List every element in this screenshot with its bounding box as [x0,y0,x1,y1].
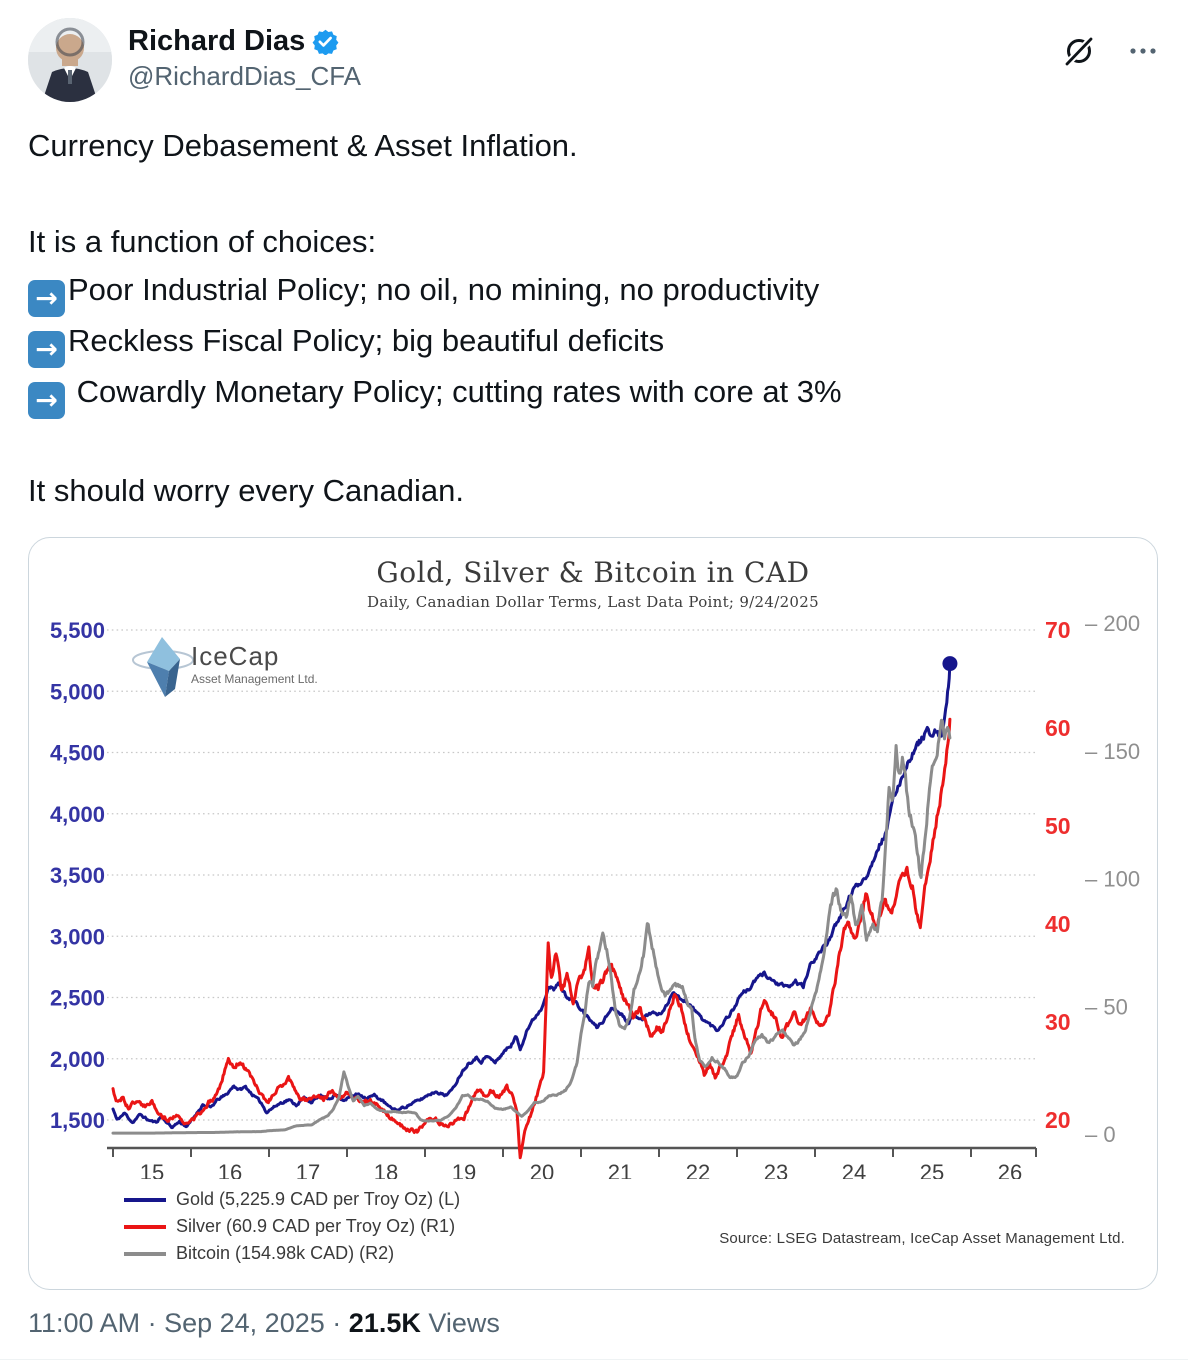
more-ellipsis-icon[interactable] [1126,34,1160,68]
y-left-tick-label: 1,500 [49,1108,105,1133]
tweet-line [28,467,1160,515]
x-axis-tick-label: 20 [529,1160,555,1179]
chart-source: Source: LSEG Datastream, IceCap Asset Management Ltd. [719,1230,1125,1247]
y-right2-tick-label: – 50 [1085,994,1128,1020]
x-axis-tick-label: 24 [841,1160,867,1179]
avatar[interactable] [28,18,112,102]
icecap-logo-sub: Asset Management Ltd. [191,672,318,686]
legend-label: Bitcoin (154.98k CAD) (R2) [176,1243,395,1263]
right-arrow-emoji-icon: → [28,280,65,317]
y-right1-tick-label: 40 [1045,911,1071,937]
tweet-line [28,368,1160,419]
chart-title: Gold, Silver & Bitcoin in CAD [376,556,810,589]
y-right2-tick-label: – 200 [1085,613,1141,636]
separator-1: · [147,1308,157,1338]
x-axis-tick-label: 26 [997,1160,1023,1179]
tweet-line-text: Cowardly Monetary Policy; cutting rates with core at 3% [68,374,842,409]
chart-plot-svg [29,613,1157,1179]
x-axis-tick-label: 17 [295,1160,321,1179]
y-left-tick-label: 2,000 [49,1046,105,1072]
series-line-gold [113,664,950,1128]
tweet-line-text: Currency Debasement & Asset Inflation. [28,128,578,163]
tweet-text [0,102,1188,521]
y-left-tick-label: 3,500 [49,863,105,888]
right-arrow-emoji-icon: → [28,382,65,419]
x-axis-tick-label: 19 [451,1160,477,1179]
y-right2-tick-label: – 100 [1085,866,1141,892]
tweet-line [28,218,1160,266]
tweet-blank-line [28,419,1160,467]
header-actions [1062,18,1160,68]
right-arrow-emoji-icon: → [28,331,65,368]
author-block[interactable] [128,18,1062,94]
series-line-silver [113,719,950,1157]
legend-row [124,1240,460,1267]
legend-swatch-silver [124,1225,166,1229]
tweet-line-text: It is a function of choices: [28,224,377,259]
x-axis-tick-label: 15 [139,1160,165,1179]
y-right1-tick-label: 70 [1045,617,1071,643]
tweet-blank-line [28,170,1160,218]
author-handle: @RichardDias_CFA [128,61,362,91]
legend-label: Gold (5,225.9 CAD per Troy Oz) (L) [176,1189,461,1209]
y-left-tick-label: 4,500 [49,740,105,766]
tweet-line [28,317,1160,368]
y-right2-tick-label: – 0 [1085,1122,1116,1147]
y-right1-tick-label: 60 [1045,715,1071,741]
tweet-time: 11:00 AM [28,1308,141,1338]
avatar-image [28,18,112,102]
icecap-logo-name: IceCap [191,641,280,671]
tweet-line [28,122,1160,170]
y-right1-tick-label: 30 [1045,1009,1071,1035]
y-left-tick-label: 5,000 [49,679,105,705]
x-axis-tick-label: 25 [919,1160,945,1179]
legend-swatch-bitcoin [124,1252,166,1256]
timestamp-row [0,1290,1188,1353]
x-axis-tick-label: 23 [763,1160,789,1179]
verified-badge-icon [312,28,339,55]
y-right2-tick-label: – 150 [1085,738,1141,764]
legend-swatch-gold [124,1198,166,1202]
separator-2: · [332,1308,342,1338]
x-axis-tick-label: 18 [373,1160,399,1179]
tweet-line-text: Reckless Fiscal Policy; big beautiful deficits [68,323,665,358]
tweet-line-text: Poor Industrial Policy; no oil, no mining, no productivity [68,272,820,307]
views-label: Views [428,1308,500,1338]
y-right1-tick-label: 20 [1045,1107,1071,1133]
tweet-line [28,266,1160,317]
y-right1-tick-label: 50 [1045,813,1071,839]
legend-row [124,1186,460,1213]
plot-area [29,613,1157,1184]
author-name[interactable]: Richard Dias [128,25,306,57]
chart-legend [124,1186,460,1267]
chart-media-card[interactable] [28,537,1158,1290]
last-point-dot-gold [942,656,957,671]
chart-subtitle: Daily, Canadian Dollar Terms, Last Data Point; 9/24/2025 [367,593,819,611]
grok-logo-icon[interactable] [1062,34,1096,68]
views-count: 21.5K [348,1308,421,1338]
legend-label: Silver (60.9 CAD per Troy Oz) (R1) [176,1216,456,1236]
x-axis-tick-label: 21 [607,1160,633,1179]
tweet-date: Sep 24, 2025 [164,1308,325,1338]
series-line-bitcoin [113,720,950,1133]
y-left-tick-label: 3,000 [49,924,105,950]
x-axis-tick-label: 22 [685,1160,711,1179]
tweet-header [0,0,1188,102]
y-left-tick-label: 5,500 [49,618,105,643]
x-axis-tick-label: 16 [217,1160,243,1179]
tweet-line-text: It should worry every Canadian. [28,473,464,508]
legend-row [124,1213,460,1240]
y-left-tick-label: 2,500 [49,985,105,1011]
y-left-tick-label: 4,000 [49,801,105,827]
